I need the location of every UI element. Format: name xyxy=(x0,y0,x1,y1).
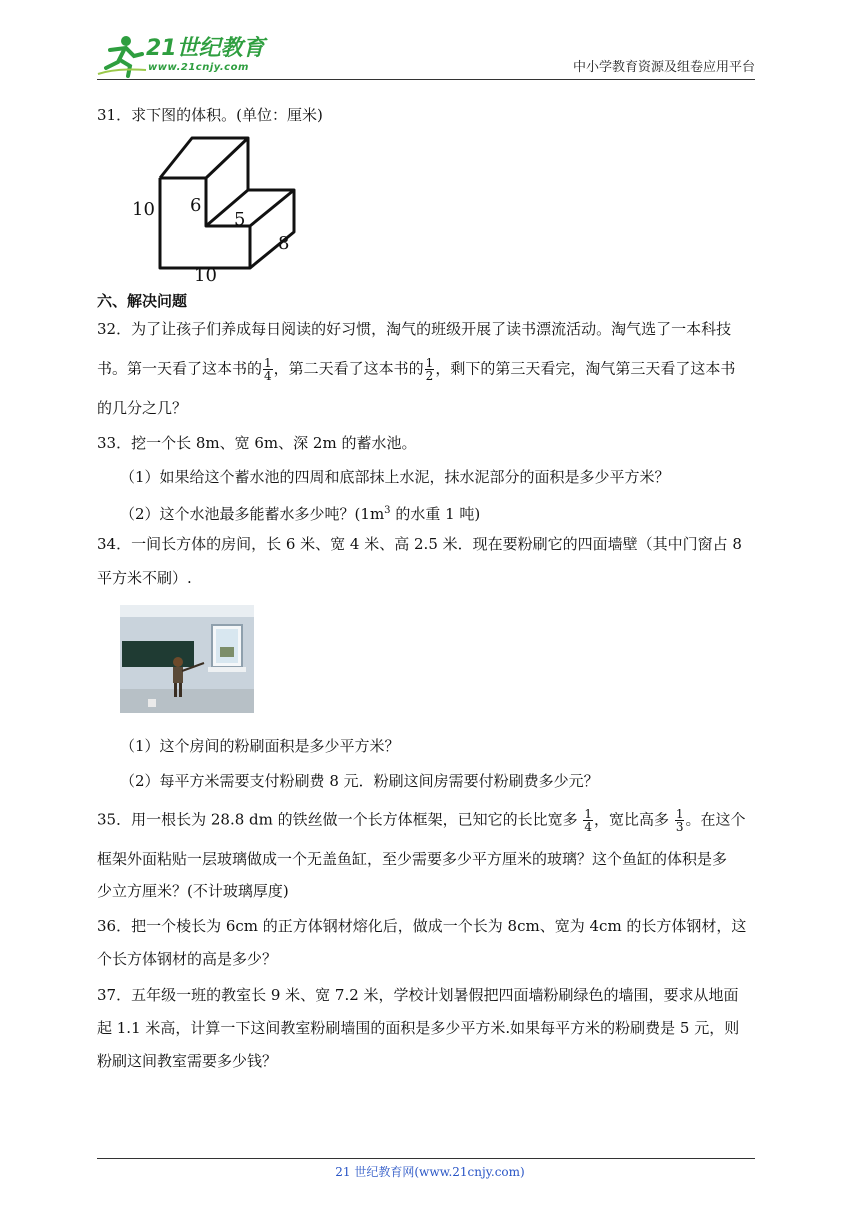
q32-line3: 的几分之几？ xyxy=(97,399,188,417)
q31-text: 31．求下图的体积。(单位：厘米) xyxy=(97,106,323,124)
q35-line3: 少立方厘米？(不计玻璃厚度) xyxy=(97,882,289,900)
q32-line2-c: ，剩下的第三天看完，淘气第三天看了这本书 xyxy=(435,359,736,378)
q32-line2-a: 书。第一天看了这本书的 xyxy=(97,359,263,378)
header-rule xyxy=(97,79,755,80)
footer-rule xyxy=(97,1158,755,1159)
fraction-one-third: $\frac{1}{3}$ xyxy=(675,807,684,834)
logo-text: 21世纪教育 xyxy=(146,36,265,61)
footer-link[interactable]: 21 世纪教育网(www.21cnjy.com) xyxy=(335,1165,525,1179)
q33-sub2: （2）这个水池最多能蓄水多少吨？($1m^3$ 的水重 1 吨) xyxy=(120,505,481,523)
platform-name: 中小学教育资源及组卷应用平台 xyxy=(572,60,755,75)
fraction-one-quarter-b: $\frac{1}{4}$ xyxy=(584,807,593,834)
q36-line1: 36．把一个棱长为 6cm 的正方体钢材熔化后，做成一个长为 8cm、宽为 4cm 的长方体钢材，这 xyxy=(97,917,747,935)
runner-logo-icon xyxy=(96,34,148,78)
room-painting-photo xyxy=(120,605,254,713)
section-title: 六、解决问题 xyxy=(97,292,188,310)
q37-line1: 37．五年级一班的教室长 9 米、宽 7.2 米，学校计划暑假把四面墙粉刷绿色的墙围，要求从地面 xyxy=(97,986,739,1004)
q32-line2 xyxy=(97,357,735,382)
logo-url: www.21cnjy.com xyxy=(148,62,249,73)
fraction-one-half: $\frac{1}{2}$ xyxy=(425,356,434,383)
dim-step-depth: 5 xyxy=(234,209,246,230)
dim-right-depth: 8 xyxy=(278,233,290,254)
q33-sub1: （1）如果给这个蓄水池的四周和底部抹上水泥，抹水泥部分的面积是多少平方米？ xyxy=(120,468,670,486)
q37-line2: 起 1.1 米高，计算一下这间教室粉刷墙围的面积是多少平方米.如果每平方米的粉刷费是 5 元，则 xyxy=(97,1019,740,1037)
superscript-3: 3 xyxy=(384,505,391,516)
q34-line2: 平方米不刷）. xyxy=(97,569,192,587)
q32-line1: 32．为了让孩子们养成每日阅读的好习惯，淘气的班级开展了读书漂流活动。淘气选了一本科技 xyxy=(97,320,732,338)
q35-line1: 35．用一根长为 28.8 dm 的铁丝做一个长方体框架，已知它的长比宽多 $\frac{1}{4}$ ，宽比高多 $\frac{1}{3}$ 。在这个 xyxy=(97,807,746,834)
q37-line3: 粉刷这间教室需要多少钱？ xyxy=(97,1052,278,1070)
dim-left-height: 10 xyxy=(132,199,155,220)
q34-sub2: （2）每平方米需要支付粉刷费 8 元．粉刷这间房需要付粉刷费多少元？ xyxy=(120,772,599,790)
q32-line2-b: ，第二天看了这本书的 xyxy=(273,359,424,378)
fraction-one-quarter: $\frac{1}{4}$ xyxy=(264,356,272,383)
header-logo xyxy=(96,34,266,78)
q34-line1: 34．一间长方体的房间，长 6 米、宽 4 米、高 2.5 米．现在要粉刷它的四面墙壁（其中门窗占 8 xyxy=(97,535,742,553)
q35-line2: 框架外面粘贴一层玻璃做成一个无盖鱼缸，至少需要多少平方厘米的玻璃？这个鱼缸的体积是多 xyxy=(97,850,728,868)
q34-sub1: （1）这个房间的粉刷面积是多少平方米？ xyxy=(120,737,400,755)
q33-stem: 33．挖一个长 8m、宽 6m、深 2m 的蓄水池。 xyxy=(97,434,417,452)
dim-bottom-width: 10 xyxy=(194,265,217,286)
dim-upper-height: 6 xyxy=(190,195,202,216)
q31-figure xyxy=(120,130,320,290)
q36-line2: 个长方体钢材的高是多少？ xyxy=(97,950,278,968)
